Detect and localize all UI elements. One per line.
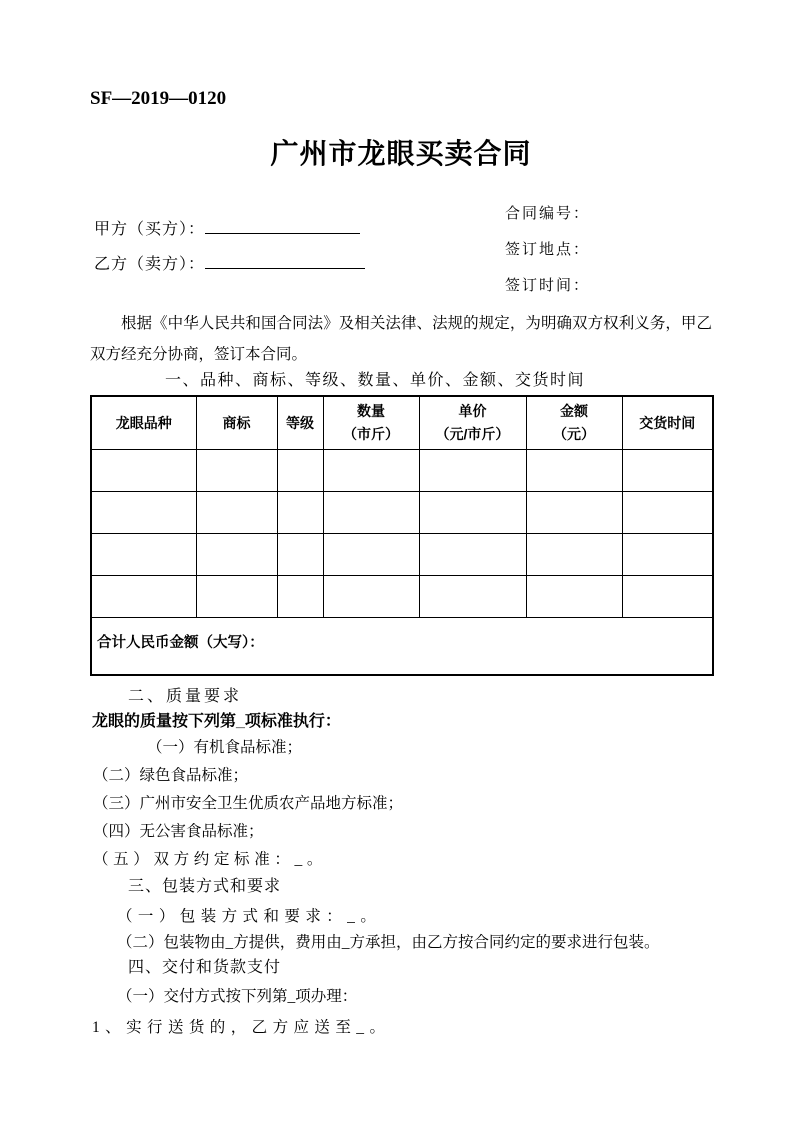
section3-item-2: （二）包装物由_方提供，费用由_方承担，由乙方按合同约定的要求进行包装。 [117,934,660,951]
table-cell[interactable] [323,492,419,534]
col-header-line: 金额 [560,403,588,419]
sign-time-label: 签订时间： [505,278,591,294]
party-a-blank[interactable] [205,218,360,234]
col-header-line: 等级 [286,414,314,431]
total-amount-label: 合计人民币金额（大写）： [91,618,713,676]
section4-item-1: （一）交付方式按下列第_项办理： [117,988,358,1005]
table-cell[interactable] [419,576,526,618]
section2-item-5: （五）双方约定标准：_。 [93,851,328,868]
party-a-line [94,218,505,240]
table-cell[interactable] [91,450,196,492]
party-b-blank[interactable] [205,253,365,269]
table-cell[interactable] [196,534,277,576]
table-cell[interactable] [91,492,196,534]
col-header-grade [277,396,323,450]
preamble-paragraph: 根据《中华人民共和国合同法》及相关法律、法规的规定，为明确双方权利义务，甲乙双方经充分协商，签订本合同。 [90,315,712,363]
section2-heading: 二、质量要求 [128,688,243,705]
sign-place-label: 签订地点： [505,242,591,258]
section3-item-1: （一）包装方式和要求：_。 [117,908,382,925]
table-cell[interactable] [196,576,277,618]
section2-intro: 龙眼的质量按下列第_项标准执行： [92,713,341,730]
col-header-amount [526,396,622,450]
table-cell[interactable] [419,534,526,576]
section1-heading: 一、品种、商标、等级、数量、单价、金额、交货时间 [165,372,586,389]
goods-table-empty-row [91,492,713,534]
doc-code: SF—2019—0120 [90,88,227,109]
goods-table-header-row [91,396,713,450]
table-cell[interactable] [526,576,622,618]
col-header-line: 数量 [357,403,385,419]
section2-item-1: （一）有机食品标准； [147,739,303,756]
col-header-delivery-time [622,396,713,450]
col-header-line: 龙眼品种 [115,414,172,431]
parties-left-column [90,194,505,304]
col-header-variety [91,396,196,450]
table-cell[interactable] [323,534,419,576]
col-header-line: （元） [553,426,595,442]
col-header-trademark [196,396,277,450]
table-cell[interactable] [91,534,196,576]
table-cell[interactable] [526,534,622,576]
section2-item-2: （二）绿色食品标准； [93,767,249,784]
table-cell[interactable] [526,450,622,492]
party-b-label: 乙方（卖方）： [94,256,206,273]
table-cell[interactable] [277,534,323,576]
goods-table-empty-row [91,450,713,492]
goods-table [90,395,714,676]
table-cell[interactable] [622,576,713,618]
parties-block [90,194,712,304]
section2-item-3: （三）广州市安全卫生优质农产品地方标准； [93,795,404,812]
table-cell[interactable] [622,534,713,576]
table-cell[interactable] [419,492,526,534]
goods-table-empty-row [91,534,713,576]
table-cell[interactable] [196,450,277,492]
table-cell[interactable] [196,492,277,534]
section4-item-2: 1、实行送货的，乙方应送至_。 [92,1019,391,1036]
col-header-line: 交货时间 [639,414,696,431]
col-header-line: （市斤） [343,426,399,442]
table-cell[interactable] [277,576,323,618]
section3-heading: 三、包装方式和要求 [128,878,282,895]
contract-no-label: 合同编号： [505,206,591,222]
col-header-quantity [323,396,419,450]
table-cell[interactable] [91,576,196,618]
goods-table-total-row [91,618,713,676]
table-cell[interactable] [419,450,526,492]
table-cell[interactable] [277,492,323,534]
col-header-line: 商标 [222,414,251,431]
table-cell[interactable] [622,492,713,534]
section4-heading: 四、交付和货款支付 [128,959,282,976]
col-header-line: 单价 [458,403,487,419]
table-cell[interactable] [323,450,419,492]
parties-right-column [505,194,712,304]
table-cell[interactable] [622,450,713,492]
goods-table-empty-row [91,576,713,618]
party-b-line [94,253,505,275]
party-a-label: 甲方（买方）： [94,221,206,238]
table-cell[interactable] [277,450,323,492]
col-header-line: （元/市斤） [435,426,510,442]
page-title: 广州市龙眼买卖合同 [270,138,532,169]
col-header-unit-price [419,396,526,450]
section2-item-4: （四）无公害食品标准； [93,823,264,840]
table-cell[interactable] [323,576,419,618]
table-cell[interactable] [526,492,622,534]
